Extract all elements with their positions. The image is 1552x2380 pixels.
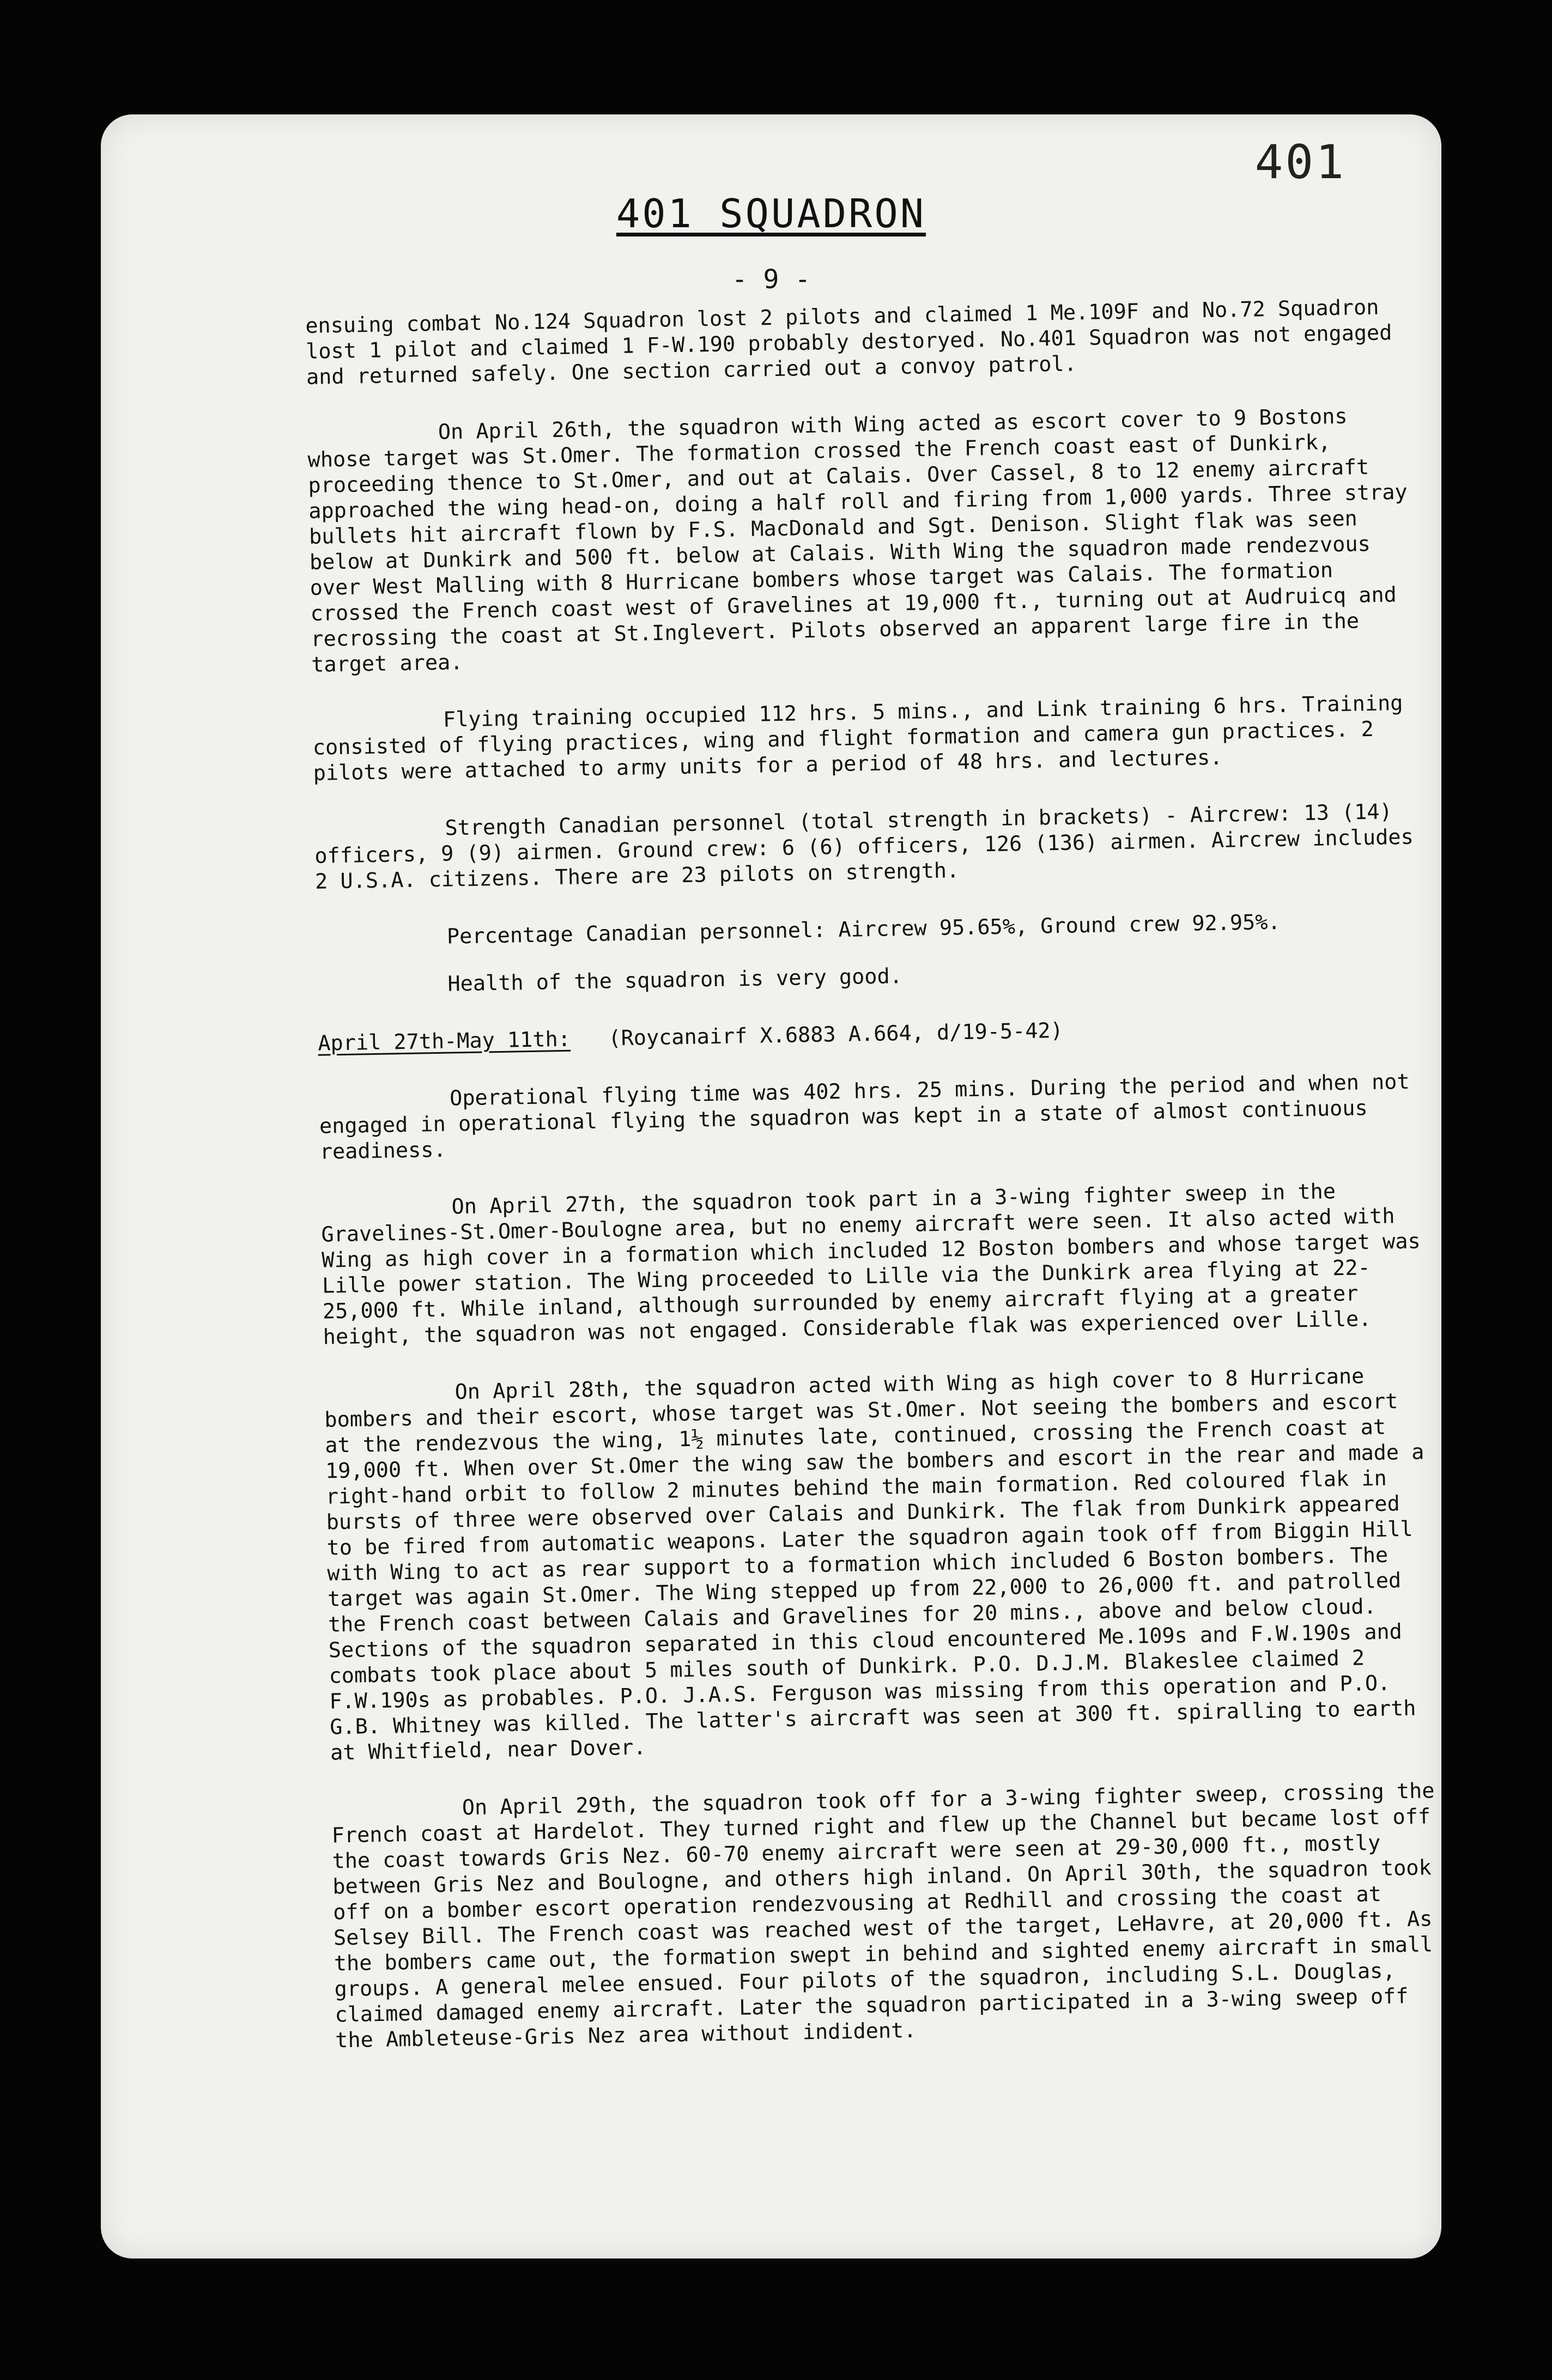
paragraph-operational-time: Operational flying time was 402 hrs. 25 mins. During the period and when not engaged in operational flying the squadron was kept in a state of almost continuous readiness. <box>319 1069 1410 1164</box>
subpage-number: - 9 - <box>731 264 811 295</box>
paragraph-april-29: On April 29th, the squadron took off for a 3-wing fighter sweep, crossing the French coast at Hardelot. They turned right and flew up the Channel but became lost off the coast towards Gris Nez. 60-70 enemy aircraft were seen at 29-30,000 ft., mostly between Gris Nez and Boulogne, and others high inland. On April 30th, the squadron took off on a bomber escort operation rendezvousing at Redhill and crossing the coast at Selsey Bill. The French coast was reached west of the target, LeHavre, at 20,000 ft. As the bombers came out, the formation swept in behind and sighted enemy aircraft in small groups. A general melee ensued. Four pilots of the squadron, including S.L. Douglas, claimed damaged enemy aircraft. Later the squadron participated in a 3-wing sweep off the Ambleteuse-Gris Nez area without indident. <box>331 1778 1435 2053</box>
page-number: 401 <box>1254 135 1346 190</box>
paragraph-continuation: ensuing combat No.124 Squadron lost 2 pilots and claimed 1 Me.109F and No.72 Squadron lost 1 pilot and claimed 1 F-W.190 probably destoryed. No.401 Squadron was not engaged and returned safely. One section carried out a convoy patrol. <box>305 295 1392 390</box>
paragraph-april-28: On April 28th, the squadron acted with Wing as high cover to 8 Hurricane bombers and their escort, whose target was St.Omer. Not seeing the bombers and escort at the rendezvous the wing, 1½ minutes late, continued, crossing the French coast at 19,000 ft. When over St.Omer the wing saw the bombers and escort in the rear and made a right-hand orbit to follow 2 minutes behind the main formation. Red coloured flak in bursts of three were observed over Calais and Dunkirk. The flak from Dunkirk appeared to be fired from automatic weapons. Later the squadron again took off from Biggin Hill with Wing to act as rear support to a formation which included 6 Boston bombers. The target was again St.Omer. The Wing stepped up from 22,000 to 26,000 ft. and patrolled the French coast between Calais and Gravelines for 20 mins., above and below cloud. Sections of the squadron separated in this cloud encountered Me.109s and F.W.190s and combats took place about 5 miles south of Dunkirk. P.O. D.J.M. Blakeslee claimed 2 F.W.190s as probables. P.O. J.A.S. Ferguson was missing from this operation and P.O. G.B. Whitney was killed. The latter's aircraft was seen at 300 ft. spiralling to earth at Whitfield, near Dover. <box>324 1364 1424 1765</box>
document-body <box>305 294 1441 2085</box>
paragraph-april-26: On April 26th, the squadron with Wing acted as escort cover to 9 Bostons whose target was St.Omer. The formation crossed the French coast east of Dunkirk, proceeding thence to St.Omer, and out at Calais. Over Cassel, 8 to 12 enemy aircraft approached the wing head-on, doing a half roll and firing from 1,000 yards. Three stray bullets hit aircraft flown by F.S. MacDonald and Sgt. Denison. Slight flak was seen below at Dunkirk and 500 ft. below at Calais. With Wing the squadron made rendezvous over West Malling with 8 Hurricane bombers whose target was Calais. The formation crossed the French coast west of Gravelines at 19,000 ft., turning out at Audruicq and recrossing the coast at St.Inglevert. Pilots observed an apparent large fire in the target area. <box>307 404 1408 677</box>
section-heading: April 27th-May 11th: <box>318 1027 571 1056</box>
document-page <box>101 114 1441 2258</box>
paragraph-strength: Strength Canadian personnel (total strength in brackets) - Aircrew: 13 (14) officers, 9 (9) airmen. Ground crew: 6 (6) officers, 126 (136) airmen. Aircrew includes 2 U.S.A. citizens. There are 23 pilots on strength. <box>314 799 1414 894</box>
section-header <box>318 1011 1424 1056</box>
paragraph-percentage: Percentage Canadian personnel: Aircrew 95.65%, Ground crew 92.95%. <box>446 909 1281 949</box>
paragraph-training: Flying training occupied 112 hrs. 5 mins., and Link training 6 hrs. Training consisted of flying practices, wing and flight formation and camera gun practices. 2 pilots were attached to army units for a period of 48 hrs. and lectures. <box>312 690 1403 786</box>
paragraph-health: Health of the squadron is very good. <box>447 964 903 997</box>
section-reference: (Roycanairf X.6883 A.664, d/19-5-42) <box>608 1018 1064 1051</box>
paragraph-april-27: On April 27th, the squadron took part in a 3-wing fighter sweep in the Gravelines-St.Omer-Boulogne area, but no enemy aircraft were seen. It also acted with Wing as high cover in a formation which included 12 Boston bombers and whose target was Lille power station. The Wing proceeded to Lille via the Dunkirk area flying at 22-25,000 ft. While inland, although surrounded by enemy aircraft flying at a greater height, the squadron was not engaged. Considerable flak was experienced over Lille. <box>321 1179 1421 1350</box>
page-title: 401 SQUADRON <box>616 191 926 236</box>
